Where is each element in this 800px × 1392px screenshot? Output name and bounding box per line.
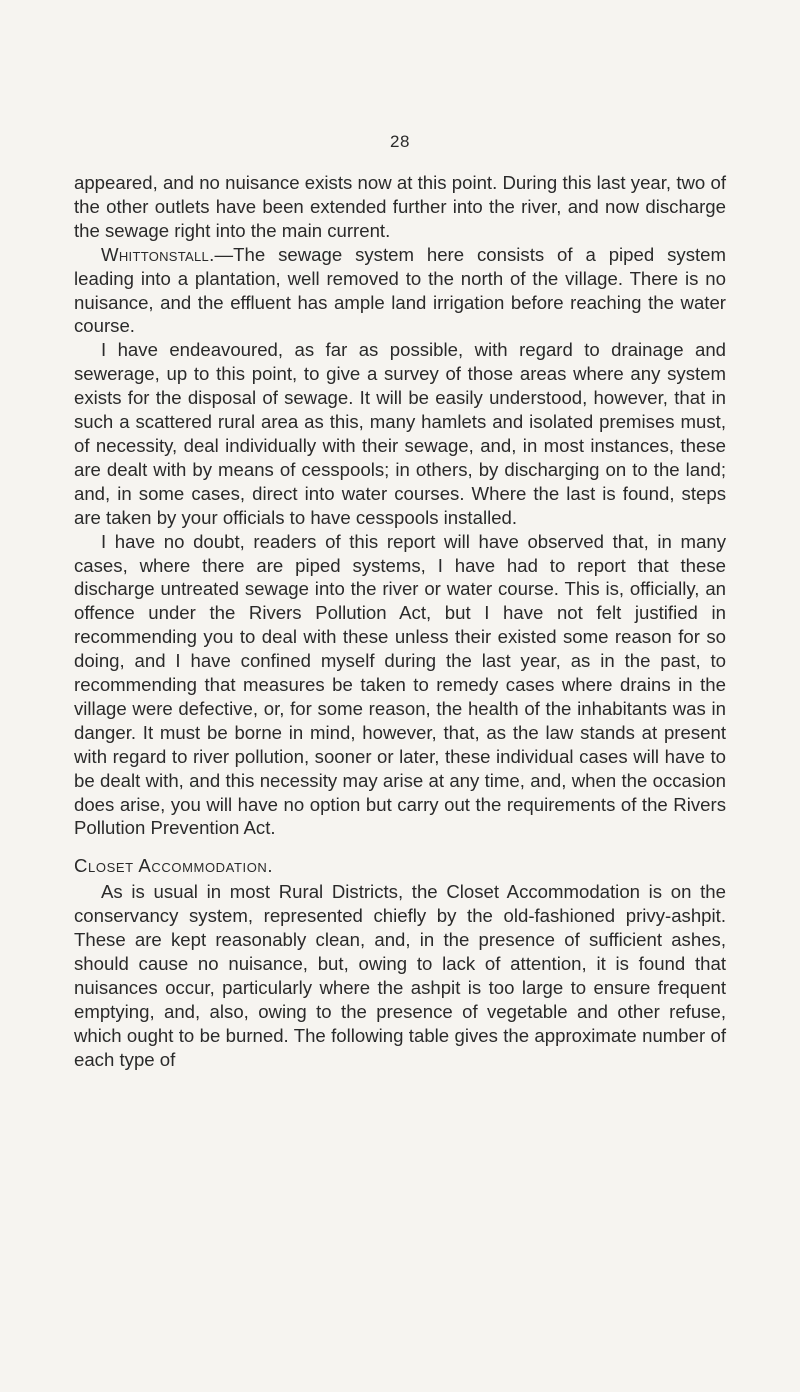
paragraph-survey: I have endeavoured, as far as possible, with regard to drainage and sewerage, up to this point, to give a survey of those areas where any system exists for the disposal of sewage. It will be easily understood, however, that in such a scattered rural area as this, many hamlets and isolated premises must, of necessity, deal individually with their sewage, and, in most instances, these are dealt with by means of cesspools; in others, by discharging on to the land; and, in some cases, direct into water courses. Where the last is found, steps are taken by your officials to have cesspools installed. (74, 339, 726, 528)
paragraph-whittonstall-body: —The sewage system here consists of a piped system leading into a plantation, well removed to the north of the village. There is no nuisance, and the effluent has ample land irrigation before reaching the water course. (74, 243, 726, 337)
paragraph-whittonstall (74, 243, 726, 339)
paragraph-river-pollution: I have no doubt, readers of this report will have observed that, in many cases, where there are piped systems, I have had to report that these discharge untreated sewage into the river or water course. This is, officially, an offence under the Rivers Pollution Act, but I have not felt justified in recommending you to deal with these unless their existed some reason for so doing, and I have confined myself during the last year, as in the past, to recommending that measures be taken to remedy cases where drains in the village were defective, or, for some reason, the health of the inhabitants was in danger. It must be borne in mind, however, that, as the law stands at present with regard to river pollution, sooner or later, these individual cases will have to be dealt with, and this necessity may arise at any time, and, when the occasion does arise, you will have no option but carry out the requirements of the Rivers Pollution Prevention Act. (74, 530, 726, 839)
paragraph-continuation: appeared, and no nuisance exists now at this point. During this last year, two of the other outlets have been extended further into the river, and now discharge the sewage right into the main current. (74, 172, 726, 241)
place-name-whittonstall: Whittonstall. (101, 243, 215, 265)
document-body (74, 171, 726, 1072)
page-number: 28 (390, 132, 410, 151)
paragraph-closet-accommodation: As is usual in most Rural Districts, the Closet Accommodation is on the conservancy system, represented chiefly by the old-fashioned privy-ashpit. These are kept reasonably clean, and, in the presence of sufficient ashes, should cause no nuisance, but, owing to lack of attention, it is found that nuisances occur, particularly where the ashpit is too large to ensure frequent emptying, and, also, owing to the presence of vegetable and other refuse, which ought to be burned. The following table gives the approximate number of each type of (74, 881, 726, 1070)
section-heading-closet-accommodation: Closet Accommodation. (74, 855, 274, 877)
